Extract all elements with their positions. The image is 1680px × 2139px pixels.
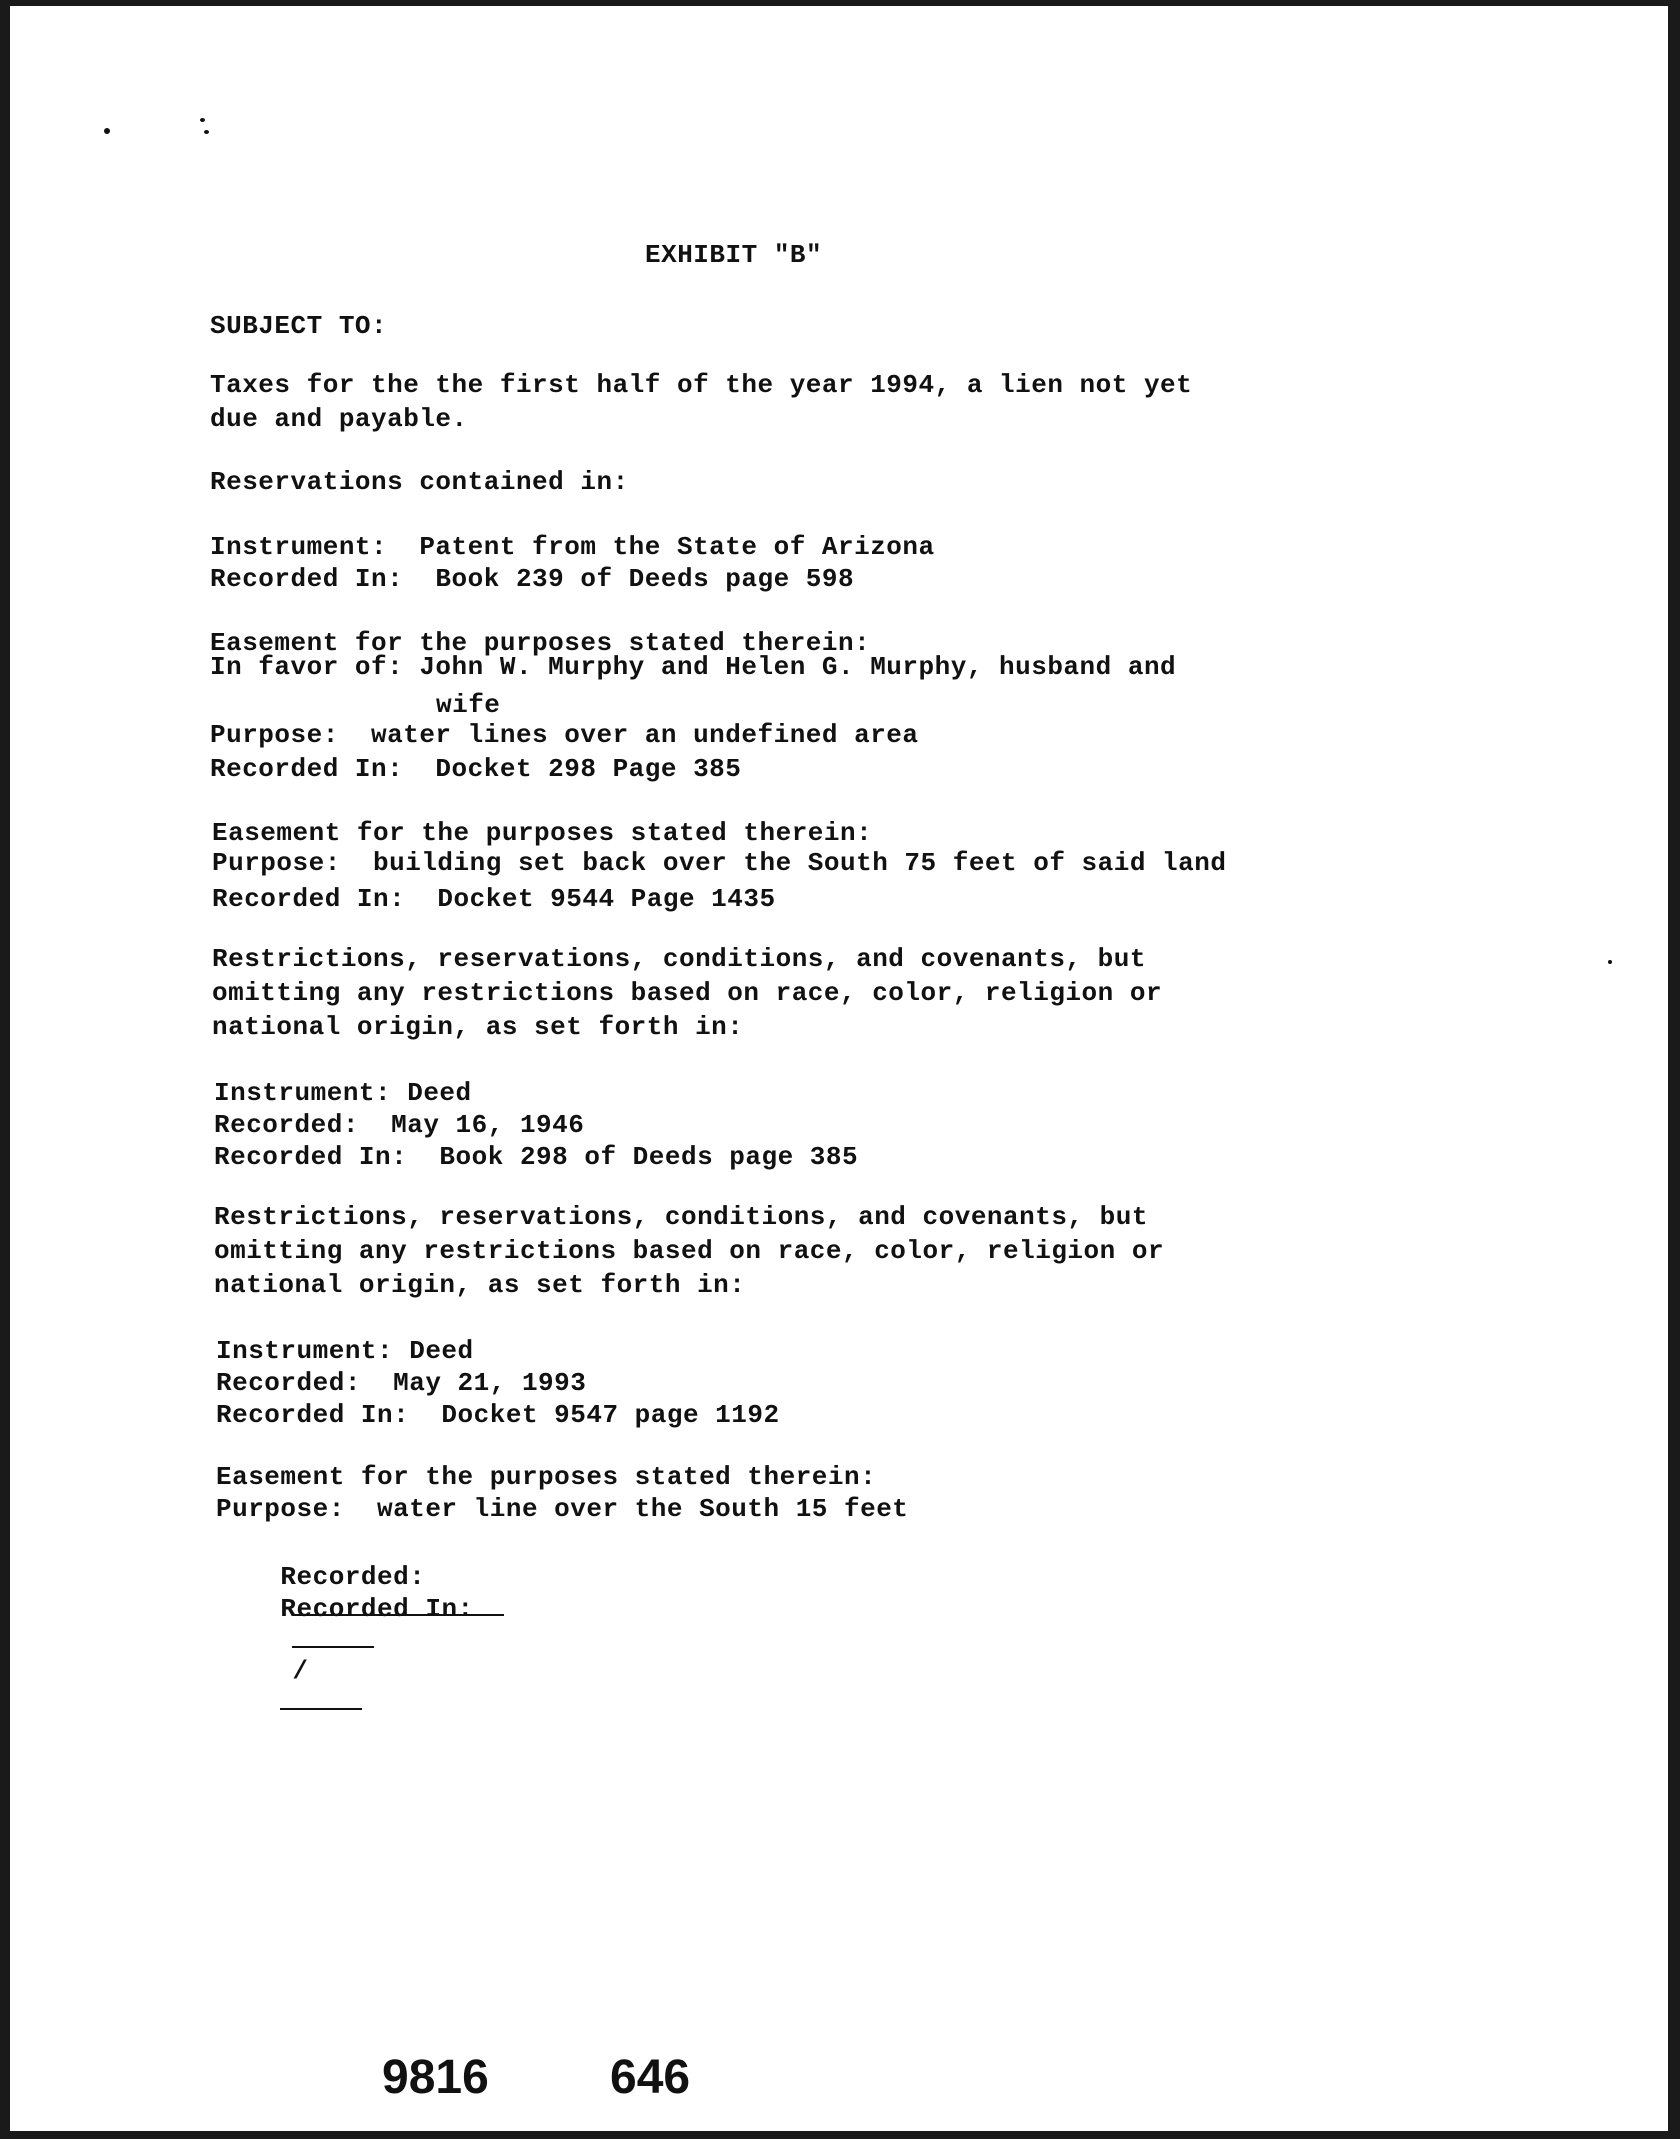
scan-speck [104,128,110,134]
restrictions1-line-2: omitting any restrictions based on race, color, religion or [212,978,1163,1008]
easement1-favor: In favor of: John W. Murphy and Helen G. Murphy, husband and [210,652,1177,682]
easement2-heading: Easement for the purposes stated therein: [212,818,873,848]
easement1-favor-cont: wife [436,690,501,720]
deed2-instrument: Instrument: Deed [216,1336,474,1366]
easement1-recorded-in: Recorded In: Docket 298 Page 385 [210,754,742,784]
easement1-heading: Easement for the purposes stated therein: [210,628,871,658]
deed2-recorded-in: Recorded In: Docket 9547 page 1192 [216,1400,780,1430]
easement3-purpose: Purpose: water line over the South 15 feet [216,1494,909,1524]
recorded-in-slash: / [292,1656,309,1686]
exhibit-title: EXHIBIT "B" [645,240,823,270]
restrictions2-line-1: Restrictions, reservations, conditions, and covenants, but [214,1202,1148,1232]
reservations-heading: Reservations contained in: [210,467,629,497]
patent-instrument: Instrument: Patent from the State of Arizona [210,532,935,562]
stamp-docket-number: 9816 [382,2051,489,2104]
easement3-recorded-label: Recorded: [280,1562,426,1592]
patent-recorded-in: Recorded In: Book 239 of Deeds page 598 [210,564,855,594]
deed1-recorded: Recorded: May 16, 1946 [214,1110,585,1140]
easement2-purpose: Purpose: building set back over the South 75 feet of said land [212,848,1227,878]
easement3-recorded-in-row [216,1564,474,1748]
page-blank [280,1686,362,1710]
scan-speck [204,130,209,134]
deed1-instrument: Instrument: Deed [214,1078,472,1108]
stamp-page-number: 646 [610,2051,691,2104]
restrictions1-line-1: Restrictions, reservations, conditions, and covenants, but [212,944,1146,974]
deed2-recorded: Recorded: May 21, 1993 [216,1368,587,1398]
deed1-recorded-in: Recorded In: Book 298 of Deeds page 385 [214,1142,859,1172]
restrictions2-line-3: national origin, as set forth in: [214,1270,746,1300]
scan-speck [200,118,205,122]
easement3-heading: Easement for the purposes stated therein: [216,1462,877,1492]
easement2-recorded-in: Recorded In: Docket 9544 Page 1435 [212,884,776,914]
restrictions1-line-3: national origin, as set forth in: [212,1012,744,1042]
docket-blank [292,1624,374,1648]
subject-to-heading: SUBJECT TO: [210,311,388,341]
taxes-line-2: due and payable. [210,404,468,434]
easement1-purpose: Purpose: water lines over an undefined area [210,720,919,750]
easement3-recorded-in-label: Recorded In: [280,1594,474,1624]
restrictions2-line-2: omitting any restrictions based on race, color, religion or [214,1236,1165,1266]
scan-speck [1608,960,1612,964]
taxes-line-1: Taxes for the the first half of the year 1994, a lien not yet [210,370,1193,400]
